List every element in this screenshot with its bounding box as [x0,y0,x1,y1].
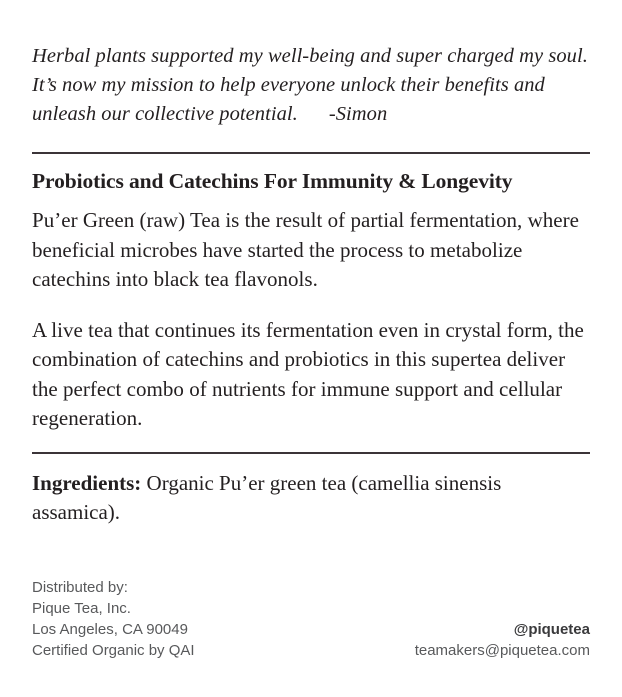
footer-social-handle: @piquetea [513,621,590,638]
footer-certification: Certified Organic by QAI [32,642,195,659]
ingredients-value: Organic Pu’er green tea (camellia sinensis assamica). [32,470,502,524]
footer-company-address: Los Angeles, CA 90049 [32,621,188,638]
ingredients-line [32,454,590,528]
ingredients-label: Ingredients: [32,470,142,495]
page-title: Probiotics and Catechins For Immunity & Longevity [32,169,513,193]
footer-distributed-by: Distributed by: [32,579,128,596]
body-paragraph-2: A live tea that continues its fermentation even in crystal form, the combination of catechins and probiotics in this supertea deliver the perfect combo of nutrients for immune support and cellular regeneration. [32,317,584,430]
pull-quote [32,42,590,129]
footer-distributor-block [32,577,195,661]
pull-quote-attribution [298,103,387,125]
pull-quote-block [32,0,590,129]
footer-company-name: Pique Tea, Inc. [32,600,131,617]
body-paragraph-1: Pu’er Green (raw) Tea is the result of partial fermentation, where beneficial microbes have started the process to metabolize catechins into black tea flavonols. [32,208,579,291]
footer-email: teamakers@piquetea.com [414,642,590,659]
pull-quote-attribution-text: -Simon [328,103,388,125]
footer-contact-block [415,619,590,661]
footer [32,577,590,661]
pull-quote-text: Herbal plants supported my well-being and super charged my soul. It’s now my mission to help everyone unlock their benefits and unleash our collective potential. [32,45,588,125]
